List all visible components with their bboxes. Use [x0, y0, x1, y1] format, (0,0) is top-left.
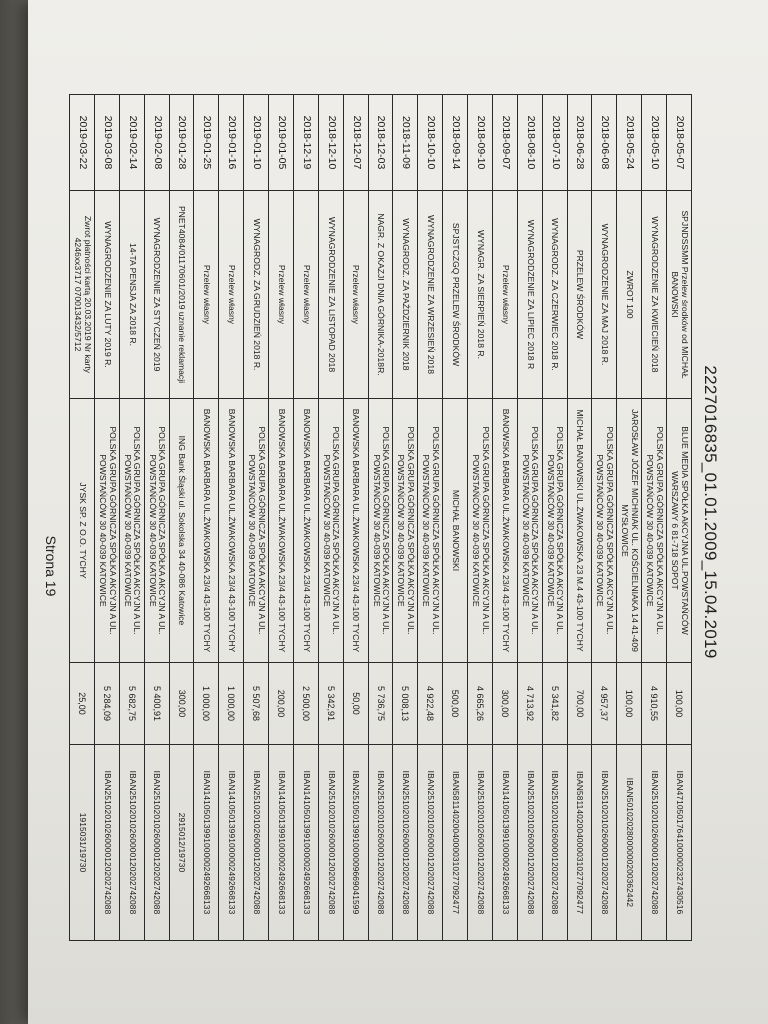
transaction-account: IBAN25102010260000120202742088	[642, 745, 667, 941]
table-row	[95, 95, 120, 941]
transaction-party: POLSKA GRUPA GÓRNICZA SPÓŁKA AKCYJN A UL. POWSTAŃCÓW 30 40-039 KATOWICE	[517, 399, 542, 663]
transaction-date: 2018-10-10	[418, 95, 443, 191]
transaction-date: 2018-06-08	[592, 95, 617, 191]
transaction-amount: 4 957,37	[592, 663, 617, 745]
transaction-date: 2019-01-28	[169, 95, 194, 191]
transaction-account: IBAN25102010260000120202742088	[542, 745, 567, 941]
transaction-amount: 700,00	[567, 663, 592, 745]
transaction-account: IBAN25102010260000120202742088	[318, 745, 343, 941]
transaction-title: Przelew własny	[194, 191, 219, 399]
transaction-amount: 25,00	[70, 663, 95, 745]
transaction-amount: 5 342,91	[318, 663, 343, 745]
transaction-amount: 1 000,00	[219, 663, 244, 745]
transaction-party: POLSKA GRUPA GÓRNICZA SPÓŁKA AKCYJN A UL. POWSTAŃCÓW 30 40-039 KATOWICE	[542, 399, 567, 663]
transaction-title: NAGR. Z OKAZJI DNIA GÓRNIKA-2018R.	[368, 191, 393, 399]
transaction-title: Zwrot płatności kartą 20.03.2019 Nr karty 4246xx3717 070013432/5712	[70, 191, 95, 399]
transaction-date: 2018-12-10	[318, 95, 343, 191]
transaction-date: 2018-05-07	[667, 95, 692, 191]
transaction-party: BANOWSKA BARBARA UL.ŻWAKOWSKA 23/4 43-100 TYCHY	[194, 399, 219, 663]
transaction-title: WYNAGRODZENIE ZA MAJ 2018 R.	[592, 191, 617, 399]
transaction-amount: 5 400,91	[144, 663, 169, 745]
transaction-party: BANOWSKA BARBARA UL.ŻWAKOWSKA 23/4 43-100 TYCHY	[294, 399, 319, 663]
transaction-date: 2019-02-08	[144, 95, 169, 191]
table-row	[443, 95, 468, 941]
transaction-title: Przelew własny	[493, 191, 518, 399]
transaction-date: 2019-02-14	[119, 95, 144, 191]
table-row	[667, 95, 692, 941]
transaction-title: WYNAGRODZENIE ZA KWIECIEŃ 2018	[642, 191, 667, 399]
transaction-date: 2019-01-25	[194, 95, 219, 191]
transaction-title: SPJSTCZGQ PRZELEW ŚRODKÓW	[443, 191, 468, 399]
transaction-amount: 4 910,55	[642, 663, 667, 745]
transaction-amount: 300,00	[493, 663, 518, 745]
transaction-amount: 4 922,48	[418, 663, 443, 745]
table-row	[393, 95, 418, 941]
transaction-party: MICHAŁ BANOWSKI	[443, 399, 468, 663]
transaction-amount: 5 736,75	[368, 663, 393, 745]
transaction-party: POLSKA GRUPA GÓRNICZA SPÓŁKA AKCYJN A UL. POWSTAŃCÓW 30 40-039 KATOWICE	[119, 399, 144, 663]
transaction-amount: 5 507,68	[244, 663, 269, 745]
transaction-title: Przelew własny	[219, 191, 244, 399]
transaction-amount: 500,00	[443, 663, 468, 745]
transaction-account: IBAN14105013991000002492668133	[194, 745, 219, 941]
transaction-account: IBAN47105017641000002327430516	[667, 745, 692, 941]
table-row	[517, 95, 542, 941]
table-row	[617, 95, 642, 941]
transaction-title: Przelew własny	[343, 191, 368, 399]
transaction-account: IBAN25102010260000120202742088	[393, 745, 418, 941]
transaction-title: WYNAGRODZ. ZA GRUDZIEŃ 2018 R.	[244, 191, 269, 399]
table-row	[542, 95, 567, 941]
transaction-party: POLSKA GRUPA GÓRNICZA SPÓŁKA AKCYJN A UL. POWSTAŃCÓW 30 40-039 KATOWICE	[592, 399, 617, 663]
table-row	[642, 95, 667, 941]
transaction-amount: 5 682,75	[119, 663, 144, 745]
transaction-title: Przelew własny	[269, 191, 294, 399]
transaction-date: 2018-09-10	[468, 95, 493, 191]
transaction-account: IBAN25102010260000120202742088	[517, 745, 542, 941]
transaction-account: IBAN14105013991000002492668133	[294, 745, 319, 941]
transaction-amount: 2 500,00	[294, 663, 319, 745]
transaction-account: IBAN14105013991000002492668133	[219, 745, 244, 941]
transaction-account: IBAN25102010260000120202742088	[144, 745, 169, 941]
transaction-party: BLUE MEDIA SPÓŁKA AKCYJNA UL.POWSTAŃCÓW WARSZAWY 6 81-718 SOPOT	[667, 399, 692, 663]
transaction-date: 2018-12-19	[294, 95, 319, 191]
transaction-date: 2018-12-07	[343, 95, 368, 191]
transaction-amount: 200,00	[269, 663, 294, 745]
transaction-title: WYNAGR. ZA SIERPIEŃ 2018 R.	[468, 191, 493, 399]
transaction-party: ING Bank Śląski ul. Sokolska 34 40-086 Katowice	[169, 399, 194, 663]
transaction-party: JYSK SP. Z O.O. TYCHY	[70, 399, 95, 663]
transaction-account: IBAN14105013991000002492668133	[269, 745, 294, 941]
table-row	[70, 95, 95, 941]
transaction-title: WYNAGRODZENIE ZA LISTOPAD 2018	[318, 191, 343, 399]
table-row	[219, 95, 244, 941]
transaction-account: IBAN58114020040000310277092477	[567, 745, 592, 941]
transaction-party: MICHAŁ BANOWSKI UL.ŻWAKOWSKA 23 M.4 43-100 TYCHY	[567, 399, 592, 663]
table-row	[493, 95, 518, 941]
transaction-title: ZWROT 100	[617, 191, 642, 399]
transaction-party: POLSKA GRUPA GÓRNICZA SPÓŁKA AKCYJN A UL. POWSTAŃCÓW 30 40-039 KATOWICE	[318, 399, 343, 663]
transaction-party: POLSKA GRUPA GÓRNICZA SPÓŁKA AKCYJN A UL. POWSTAŃCÓW 30 40-039 KATOWICE	[368, 399, 393, 663]
transaction-account: IBAN25102010260000120202742088	[468, 745, 493, 941]
transaction-account: IBAN25102010260000120202742088	[119, 745, 144, 941]
transaction-party: POLSKA GRUPA GÓRNICZA SPÓŁKA AKCYJN A UL. POWSTAŃCÓW 30 40-039 KATOWICE	[144, 399, 169, 663]
transaction-party: POLSKA GRUPA GÓRNICZA SPÓŁKA AKCYJN A UL. POWSTAŃCÓW 30 40-039 KATOWICE	[642, 399, 667, 663]
transaction-title: PRZELEW ŚRODKÓW	[567, 191, 592, 399]
transaction-date: 2018-05-10	[642, 95, 667, 191]
transaction-date: 2018-05-24	[617, 95, 642, 191]
table-row	[592, 95, 617, 941]
transaction-party: JAROSŁAW JÓZEF MICHNIAK UL. KOŚCIELNIAKA 14 41-409 MYSŁOWICE	[617, 399, 642, 663]
transaction-date: 2018-09-07	[493, 95, 518, 191]
transactions-table	[69, 94, 692, 941]
transaction-title: SPJNDSSMM Przelew środków od MICHAŁ BANOWSKI	[667, 191, 692, 399]
transaction-party: POLSKA GRUPA GÓRNICZA SPÓŁKA AKCYJN A UL. POWSTAŃCÓW 30 40-039 KATOWICE	[418, 399, 443, 663]
transaction-amount: 100,00	[617, 663, 642, 745]
table-row	[343, 95, 368, 941]
transaction-amount: 1 000,00	[194, 663, 219, 745]
transaction-party: BANOWSKA BARBARA UL.ŻWAKOWSKA 23/4 43-100 TYCHY	[219, 399, 244, 663]
transaction-title: WYNAGRODZENIE ZA LIPIEC 2018 R	[517, 191, 542, 399]
table-row	[468, 95, 493, 941]
transaction-amount: 4 713,92	[517, 663, 542, 745]
transaction-party: BANOWSKA BARBARA UL.ŻWAKOWSKA 23/4 43-100 TYCHY	[269, 399, 294, 663]
transaction-amount: 5 284,09	[95, 663, 120, 745]
transaction-date: 2018-08-10	[517, 95, 542, 191]
transaction-account: 2915012/19730	[169, 745, 194, 941]
transaction-party: BANOWSKA BARBARA UL.ŻWAKOWSKA 23/4 43-100 TYCHY	[343, 399, 368, 663]
transaction-party: POLSKA GRUPA GÓRNICZA SPÓŁKA AKCYJN A UL. POWSTAŃCÓW 30 40-039 KATOWICE	[468, 399, 493, 663]
table-row	[318, 95, 343, 941]
rotated-table-wrapper	[70, 94, 692, 940]
transaction-date: 2018-07-10	[542, 95, 567, 191]
transaction-title: 14-TA PENSJA ZA 2018 R.	[119, 191, 144, 399]
transaction-amount: 300,00	[169, 663, 194, 745]
transaction-date: 2018-09-14	[443, 95, 468, 191]
transaction-amount: 5 341,82	[542, 663, 567, 745]
transaction-amount: 5 008,13	[393, 663, 418, 745]
transaction-account: IBAN25102010260000120202742088	[592, 745, 617, 941]
transaction-amount: 4 665,26	[468, 663, 493, 745]
transaction-date: 2018-11-09	[393, 95, 418, 191]
transaction-title: WYNAGRODZENIE ZA STYCZEŃ 2019	[144, 191, 169, 399]
transaction-account: IBAN25102010260000120202742088	[418, 745, 443, 941]
transaction-account: IBAN58114020040000310277092477	[443, 745, 468, 941]
transaction-account: IBAN25102010260000120202742088	[368, 745, 393, 941]
transaction-date: 2019-01-16	[219, 95, 244, 191]
table-row	[418, 95, 443, 941]
transaction-date: 2019-01-10	[244, 95, 269, 191]
transaction-date: 2018-06-28	[567, 95, 592, 191]
transaction-account: IBAN25102010260000120202742088	[95, 745, 120, 941]
transaction-date: 2019-03-22	[70, 95, 95, 191]
transaction-amount: 50,00	[343, 663, 368, 745]
transaction-date: 2019-01-05	[269, 95, 294, 191]
table-row	[194, 95, 219, 941]
transaction-title: WYNAGRODZ. ZA PAŹDZIERNIK 2018	[393, 191, 418, 399]
table-row	[269, 95, 294, 941]
transaction-title: WYNAGRODZ. ZA CZERWIEC 2018 R.	[542, 191, 567, 399]
transaction-title: Przelew własny	[294, 191, 319, 399]
table-row	[567, 95, 592, 941]
transaction-date: 2018-12-03	[368, 95, 393, 191]
transaction-title: WYNAGRODZENIE ZA LUTY 2019 R.	[95, 191, 120, 399]
transaction-account: 1915031/19730	[70, 745, 95, 941]
table-row	[368, 95, 393, 941]
transaction-date: 2019-03-08	[95, 95, 120, 191]
table-row	[144, 95, 169, 941]
transaction-party: POLSKA GRUPA GÓRNICZA SPÓŁKA AKCYJN A UL. POWSTAŃCÓW 30 40-039 KATOWICE	[244, 399, 269, 663]
table-row	[169, 95, 194, 941]
document-header: 2227016835_01.01.2009_15.04.2019	[701, 365, 720, 659]
transaction-amount: 100,00	[667, 663, 692, 745]
transaction-party: POLSKA GRUPA GÓRNICZA SPÓŁKA AKCYJN A UL. POWSTAŃCÓW 30 40-039 KATOWICE	[95, 399, 120, 663]
table-row	[294, 95, 319, 941]
table-row	[119, 95, 144, 941]
transaction-account: IBAN50102028000000200362442	[617, 745, 642, 941]
transaction-title: PNET4084/01170601/2019 uznanie reklamacji	[169, 191, 194, 399]
page-number: Strona 19	[43, 535, 59, 597]
transaction-account: IBAN14105013991000002492668133	[493, 745, 518, 941]
transaction-party: BANOWSKA BARBARA UL.ŻWAKOWSKA 23/4 43-100 TYCHY	[493, 399, 518, 663]
table-row	[244, 95, 269, 941]
transaction-account: IBAN25105013991000009669041599	[343, 745, 368, 941]
transaction-account: IBAN25102010260000120202742088	[244, 745, 269, 941]
transactions-table-body	[70, 95, 692, 941]
transaction-title: WYNAGRODZENIE ZA WRZESIEŃ 2018	[418, 191, 443, 399]
transaction-party: POLSKA GRUPA GÓRNICZA SPÓŁKA AKCYJN A UL. POWSTAŃCÓW 30 40-039 KATOWICE	[393, 399, 418, 663]
